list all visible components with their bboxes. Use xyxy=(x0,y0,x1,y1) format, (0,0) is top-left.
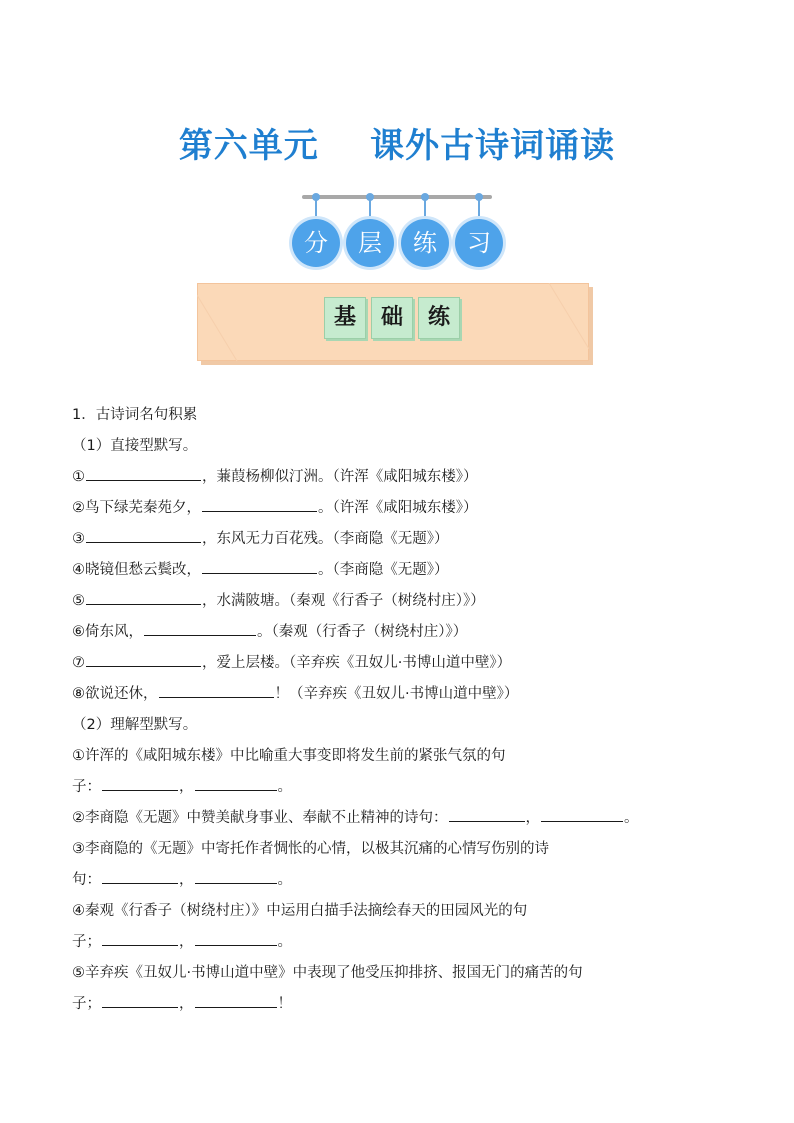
page-title: 第六单元 课外古诗词诵读 xyxy=(178,126,616,166)
answer-blank[interactable] xyxy=(195,927,277,946)
hanger-bar xyxy=(302,195,492,199)
answer-blank[interactable] xyxy=(159,679,274,698)
answer-blank[interactable] xyxy=(86,524,201,543)
answer-blank[interactable] xyxy=(195,772,277,791)
banner-tile-2: 础 xyxy=(371,297,413,339)
banner-tile-3: 练 xyxy=(418,297,460,339)
ornament-circle-1: 分 xyxy=(292,219,340,267)
list-item: ④晓镜但愁云鬓改， 。（李商隐《无题》） xyxy=(72,555,712,586)
question-4-answer: 子； ， 。 xyxy=(72,927,712,958)
question-3-text: ③李商隐的《无题》中寄托作者惆怅的心情，以极其沉痛的心情写伤别的诗 xyxy=(72,841,549,857)
answer-blank[interactable] xyxy=(102,772,178,791)
answer-blank[interactable] xyxy=(202,555,317,574)
ornament-circle-2: 层 xyxy=(346,219,394,267)
list-item: ⑧欲说还休， ！（辛弃疾《丑奴儿·书博山道中壁》） xyxy=(72,679,712,710)
exercise-content xyxy=(72,400,712,1020)
question-4-text: ④秦观《行香子（树绕村庄）》中运用白描手法摘绘春天的田园风光的句 xyxy=(72,903,528,919)
question-2: ②李商隐《无题》中赞美献身事业、奉献不止精神的诗句： ， 。 xyxy=(72,803,712,834)
answer-blank[interactable] xyxy=(202,493,317,512)
question-3-answer: 句： ， 。 xyxy=(72,865,712,896)
list-item: ⑤ ，水满陂塘。（秦观《行香子（树绕村庄）》） xyxy=(72,586,712,617)
list-item: ⑥倚东风， 。（秦观（行香子（树绕村庄）》） xyxy=(72,617,712,648)
answer-blank[interactable] xyxy=(102,989,178,1008)
section-heading: 1．古诗词名句积累 xyxy=(72,407,198,423)
question-1-answer: 子： ， 。 xyxy=(72,772,712,803)
part1-label: （1）直接型默写。 xyxy=(72,438,198,454)
list-item: ②鸟下绿芜秦苑夕， 。（许浑《咸阳城东楼》） xyxy=(72,493,712,524)
answer-blank[interactable] xyxy=(86,462,201,481)
ornament-circle-4: 习 xyxy=(455,219,503,267)
list-item: ③ ，东风无力百花残。（李商隐《无题》） xyxy=(72,524,712,555)
answer-blank[interactable] xyxy=(449,803,525,822)
list-item: ① ，蒹葭杨柳似汀洲。（许浑《咸阳城东楼》） xyxy=(72,462,712,493)
answer-blank[interactable] xyxy=(86,648,201,667)
answer-blank[interactable] xyxy=(86,586,201,605)
answer-blank[interactable] xyxy=(195,989,277,1008)
part2-label: （2）理解型默写。 xyxy=(72,717,198,733)
answer-blank[interactable] xyxy=(102,927,178,946)
answer-blank[interactable] xyxy=(102,865,178,884)
answer-blank[interactable] xyxy=(541,803,623,822)
list-item: ⑦ ，爱上层楼。（辛弃疾《丑奴儿·书博山道中壁》） xyxy=(72,648,712,679)
answer-blank[interactable] xyxy=(144,617,256,636)
question-1-text: ①许浑的《咸阳城东楼》中比喻重大事变即将发生前的紧张气氛的句 xyxy=(72,748,506,764)
banner-tile-1: 基 xyxy=(324,297,366,339)
ornament-circle-3: 练 xyxy=(401,219,449,267)
question-5-text: ⑤辛弃疾《丑奴儿·书博山道中壁》中表现了他受压抑排挤、报国无门的痛苦的句 xyxy=(72,965,583,981)
question-5-answer: 子； ， ！ xyxy=(72,989,712,1020)
answer-blank[interactable] xyxy=(195,865,277,884)
